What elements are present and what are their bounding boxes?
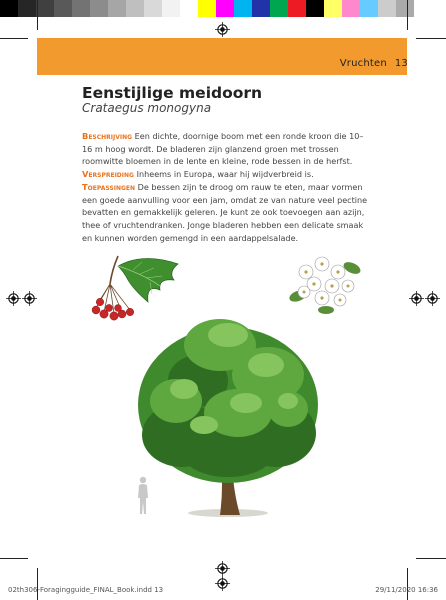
crop-mark [416,38,446,39]
timestamp: 29/11/2020 16:36 [375,586,438,594]
color-swatch [54,0,72,17]
crop-mark [407,0,408,30]
color-swatch [108,0,126,17]
color-swatch [216,0,234,17]
color-swatch [18,0,36,17]
color-swatch [72,0,90,17]
paragraph-description [82,130,372,168]
registration-mark-top [215,22,230,37]
crop-mark [407,568,408,600]
crop-mark [37,568,38,600]
section-text: Inheems in Europa, waar hij wijdverbreid is. [136,169,314,180]
color-swatch [198,0,216,17]
crop-mark [0,558,28,559]
color-swatch [306,0,324,17]
crop-mark [37,0,38,30]
color-swatch [360,0,378,17]
human-silhouette-scale [136,476,150,516]
registration-mark-left [6,291,21,306]
section-label: Verspreiding [82,169,134,180]
color-swatch [270,0,288,17]
section-text: De bessen zijn te droog om rauw te eten, maar vormen een goede aanvulling voor een jam, omdat ze van nature veel pectine bevatten en gemakkelijk geleren. Je kunt ze ook toevoegen aan azijn, thee of vruchtendranken. Jonge bladeren hebben een delicate smaak en kunnen worden gemengd in een aardappelsalade. [82,181,368,243]
color-swatch [126,0,144,17]
latin-name: Crataegus monogyna [82,101,212,115]
color-swatch [180,0,198,17]
section-text: Een dichte, doornige boom met een ronde kroon die 10–16 m hoog wordt. De bladeren zijn glanzend groen met trossen roomwitte bloemen in de lente en kleine, rode bessen in de herfst. [82,131,364,167]
body-text [82,130,372,244]
color-swatch [0,0,18,17]
section-label: Beschrijving [82,131,133,141]
crop-mark [0,38,28,39]
color-swatch [36,0,54,17]
color-swatch [396,0,414,17]
registration-mark-right [409,291,424,306]
color-swatch [288,0,306,17]
running-header [340,58,408,69]
color-calibration-bar [0,0,432,17]
section-title: Vruchten [339,58,387,69]
registration-mark-left [22,291,37,306]
registration-mark-right [425,291,440,306]
paragraph-distribution [82,168,372,181]
header-banner [37,38,407,75]
color-swatch [342,0,360,17]
paragraph-uses [82,181,372,245]
color-swatch [414,0,432,17]
color-swatch [90,0,108,17]
color-swatch [234,0,252,17]
page-title: Eenstijlige meidoorn [82,84,263,102]
color-swatch [252,0,270,17]
registration-mark-bottom [215,561,230,576]
color-swatch [144,0,162,17]
color-swatch [162,0,180,17]
color-swatch [378,0,396,17]
hawthorn-tree-illustration [128,305,328,520]
crop-mark [416,558,446,559]
page-number: 13 [394,58,408,69]
registration-mark-bottom [215,576,230,591]
color-swatch [324,0,342,17]
section-label: Toepassingen [82,181,136,192]
file-info: 02th306-Foragingguide_FINAL_Book.indd 13 [8,586,164,594]
